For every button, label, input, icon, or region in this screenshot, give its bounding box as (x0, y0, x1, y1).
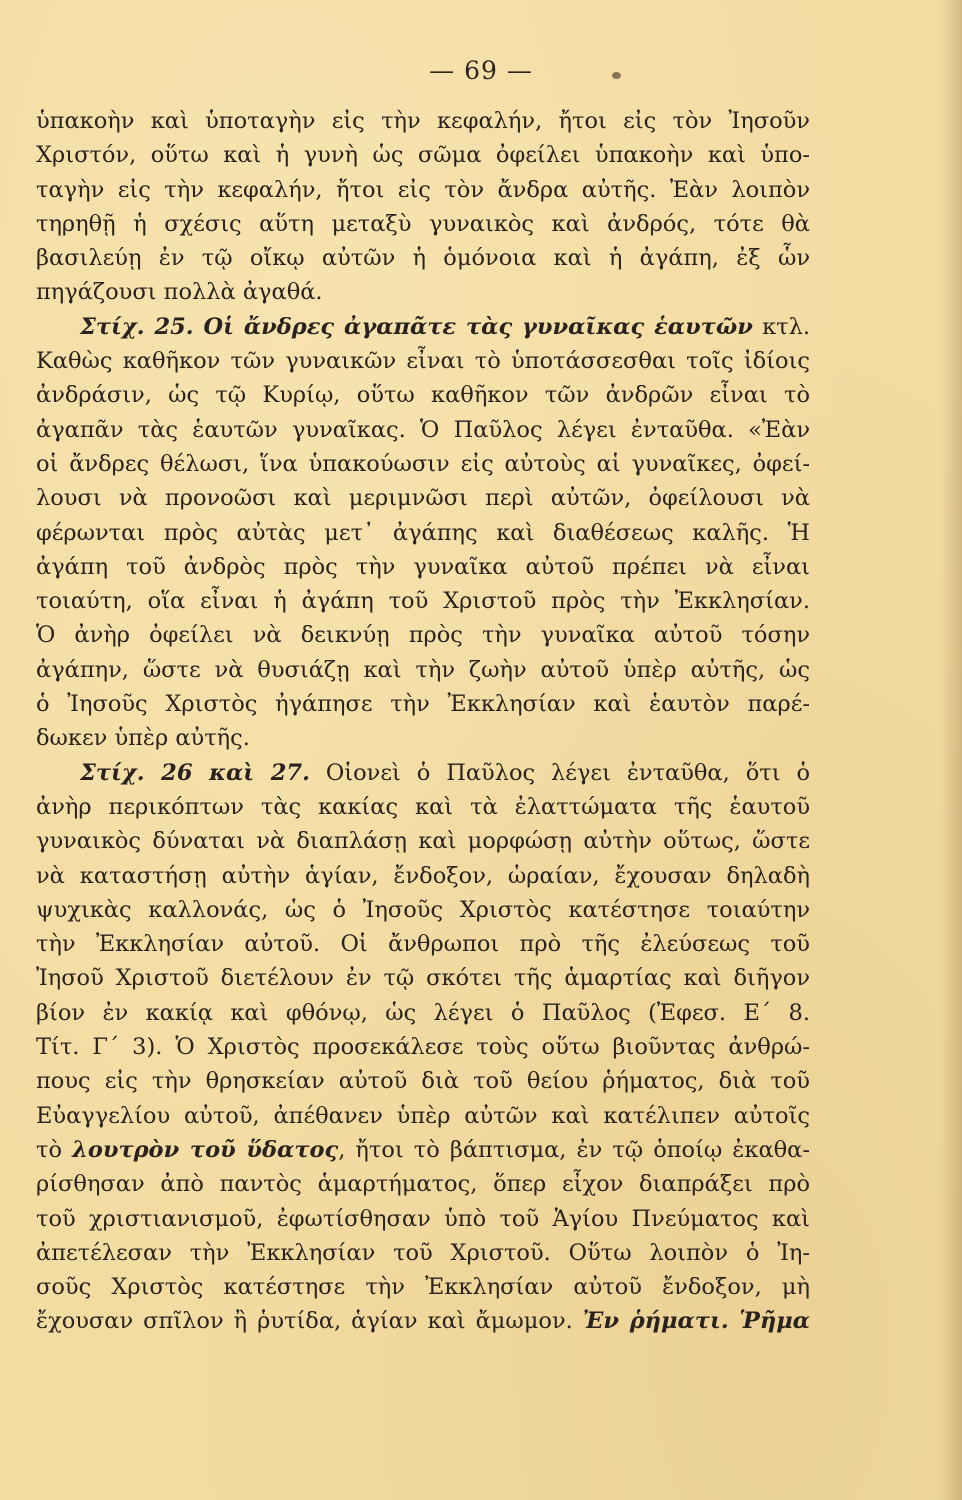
text-segment: νὰ καταστήσῃ αὐτὴν ἁγίαν, ἔνδοξον, ὡραίαν, ἔχουσαν δηλαδὴ (36, 862, 810, 889)
text-line (36, 824, 810, 858)
text-line (36, 207, 810, 241)
text-segment: λουσι νὰ προνοῶσι καὶ μεριμνῶσι περὶ αὐτῶν, ὀφείλουσι νὰ (36, 485, 810, 512)
text-segment: τὸ (36, 1136, 73, 1163)
text-line (36, 1099, 810, 1133)
text-segment: Εὐαγγελίου αὐτοῦ, ἀπέθανεν ὑπὲρ αὐτῶν καὶ κατέλιπεν αὐτοῖς (36, 1102, 810, 1129)
text-line (36, 618, 810, 652)
text-line (36, 550, 810, 584)
text-line (36, 721, 810, 755)
text-line (36, 1202, 810, 1236)
text-segment: ἀπετέλεσαν τὴν Ἐκκλησίαν τοῦ Χριστοῦ. Οὕτω λοιπὸν ὁ Ἰη- (36, 1239, 810, 1266)
text-line (36, 687, 810, 721)
text-line (36, 1167, 810, 1201)
text-segment: Ὁ ἀνὴρ ὀφείλει νὰ δεικνύῃ πρὸς τὴν γυναῖκα αὐτοῦ τόσην (36, 622, 810, 649)
text-segment: τοῦ χριστιανισμοῦ, ἐφωτίσθησαν ὑπὸ τοῦ Ἁγίου Πνεύματος καὶ (36, 1205, 810, 1232)
text-segment: βασιλεύῃ ἐν τῷ οἴκῳ αὐτῶν ἡ ὁμόνοια καὶ ἡ ἀγάπη, ἐξ ὧν (36, 245, 810, 272)
text-segment: ψυχικὰς καλλονάς, ὡς ὁ Ἰησοῦς Χριστὸς κατέστησε τοιαύτην (36, 896, 810, 923)
text-segment: πους εἰς τὴν θρησκείαν αὐτοῦ διὰ τοῦ θείου ῥήματος, διὰ τοῦ (36, 1068, 810, 1095)
text-segment: σοῦς Χριστὸς κατέστησε τὴν Ἐκκλησίαν αὐτοῦ ἔνδοξον, μὴ (36, 1274, 810, 1301)
page-edge-shadow (940, 0, 962, 1500)
body-text (36, 104, 810, 1339)
text-segment: ὁ Ἰησοῦς Χριστὸς ἠγάπησε τὴν Ἐκκλησίαν καὶ ἑαυτὸν παρέ- (36, 691, 810, 718)
text-segment: Καθὼς καθῆκον τῶν γυναικῶν εἶναι τὸ ὑποτάσσεσθαι τοῖς ἰδίοις (36, 348, 810, 375)
text-line (36, 241, 810, 275)
text-segment: ἔχουσαν σπῖλον ἢ ῥυτίδα, ἁγίαν καὶ ἄμωμον. (36, 1308, 583, 1335)
text-segment: Τίτ. Γ΄ 3). Ὁ Χριστὸς προσεκάλεσε τοὺς οὕτω βιοῦντας ἀνθρώ- (36, 1034, 810, 1061)
text-segment: γυναικὸς δύναται νὰ διαπλάσῃ καὶ μορφώσῃ αὐτὴν οὕτως, ὥστε (36, 828, 810, 855)
text-segment: ταγὴν εἰς τὴν κεφαλήν, ἤτοι εἰς τὸν ἄνδρα αὐτῆς. Ἐὰν λοιπὸν (36, 176, 810, 203)
text-line (36, 275, 810, 309)
text-segment: ρίσθησαν ἀπὸ παντὸς ἁμαρτήματος, ὅπερ εἶχον διαπράξει πρὸ (36, 1171, 810, 1198)
text-segment: φέρωνται πρὸς αὐτὰς μετ᾿ ἀγάπης καὶ διαθέσεως καλῆς. Ἡ (36, 519, 810, 546)
emphasized-text: Ἐν ῥήματι. Ῥῆμα (582, 1308, 810, 1335)
text-line (36, 584, 810, 618)
text-segment: δωκεν ὑπὲρ αὐτῆς. (36, 725, 250, 752)
page-number: — 69 — (429, 56, 533, 85)
text-segment: κτλ. (752, 313, 810, 340)
text-line (36, 378, 810, 412)
text-line (36, 516, 810, 550)
text-line (36, 1030, 810, 1064)
text-line (36, 996, 810, 1030)
text-segment: ἀγάπην, ὥστε νὰ θυσιάζῃ καὶ τὴν ζωὴν αὐτοῦ ὑπὲρ αὐτῆς, ὡς (36, 656, 810, 683)
text-line (36, 653, 810, 687)
text-segment: Χριστόν, οὕτω καὶ ἡ γυνὴ ὡς σῶμα ὀφείλει ὑπακοὴν καὶ ὑπο- (36, 142, 810, 169)
text-line (36, 859, 810, 893)
text-segment: ἀνὴρ περικόπτων τὰς κακίας καὶ τὰ ἐλαττώματα τῆς ἑαυτοῦ (36, 793, 810, 820)
text-segment: βίον ἐν κακίᾳ καὶ φθόνῳ, ὡς λέγει ὁ Παῦλος (Ἐφεσ. Ε΄ 8. (36, 999, 810, 1026)
text-line (36, 893, 810, 927)
text-segment: Οἱονεὶ ὁ Παῦλος λέγει ἐνταῦθα, ὅτι ὁ (309, 759, 810, 786)
verse-heading: Στίχ. 25. Οἱ ἄνδρες ἀγαπᾶτε τὰς γυναῖκας ἑαυτῶν (80, 313, 753, 340)
text-segment: τηρηθῇ ἡ σχέσις αὕτη μεταξὺ γυναικὸς καὶ ἀνδρός, τότε θὰ (36, 210, 810, 237)
emphasized-text: λουτρὸν τοῦ ὕδατος (72, 1136, 339, 1163)
text-line (36, 344, 810, 378)
text-segment: ὑπακοὴν καὶ ὑποταγὴν εἰς τὴν κεφαλήν, ἤτοι εἰς τὸν Ἰησοῦν (36, 108, 810, 134)
text-line (36, 961, 810, 995)
text-line (36, 927, 810, 961)
text-line (36, 756, 810, 790)
text-line (36, 1133, 810, 1167)
text-line (36, 1064, 810, 1098)
text-segment: Ἰησοῦ Χριστοῦ διετέλουν ἐν τῷ σκότει τῆς ἁμαρτίας καὶ διῆγον (36, 965, 810, 992)
text-segment: τὴν Ἐκκλησίαν αὐτοῦ. Οἱ ἄνθρωποι πρὸ τῆς ἐλεύσεως τοῦ (36, 931, 810, 958)
text-segment: , ἤτοι τὸ βάπτισμα, ἐν τῷ ὁποίῳ ἐκαθα- (338, 1136, 810, 1163)
text-line (36, 447, 810, 481)
text-line (36, 1236, 810, 1270)
verse-heading: Στίχ. 26 καὶ 27. (80, 759, 310, 786)
text-segment: ἀνδράσιν, ὡς τῷ Κυρίῳ, οὕτω καθῆκον τῶν ἀνδρῶν εἶναι τὸ (36, 382, 810, 409)
text-line (36, 790, 810, 824)
text-line (36, 481, 810, 515)
text-line (36, 413, 810, 447)
text-line (36, 138, 810, 172)
text-segment: πηγάζουσι πολλὰ ἀγαθά. (36, 279, 323, 306)
text-line (36, 104, 810, 138)
text-line (36, 1304, 810, 1338)
text-segment: ἀγάπη τοῦ ἀνδρὸς πρὸς τὴν γυναῖκα αὐτοῦ πρέπει νὰ εἶναι (36, 553, 810, 580)
text-line (36, 1270, 810, 1304)
text-segment: οἱ ἄνδρες θέλωσι, ἵνα ὑπακούωσιν εἰς αὐτοὺς αἱ γυναῖκες, ὀφεί- (36, 450, 810, 477)
text-line (36, 310, 810, 344)
text-line (36, 173, 810, 207)
text-segment: ἀγαπᾶν τὰς ἑαυτῶν γυναῖκας. Ὁ Παῦλος λέγει ἐνταῦθα. «Ἐὰν (36, 416, 810, 443)
text-segment: τοιαύτη, οἵα εἶναι ἡ ἀγάπη τοῦ Χριστοῦ πρὸς τὴν Ἐκκλησίαν. (36, 588, 810, 615)
